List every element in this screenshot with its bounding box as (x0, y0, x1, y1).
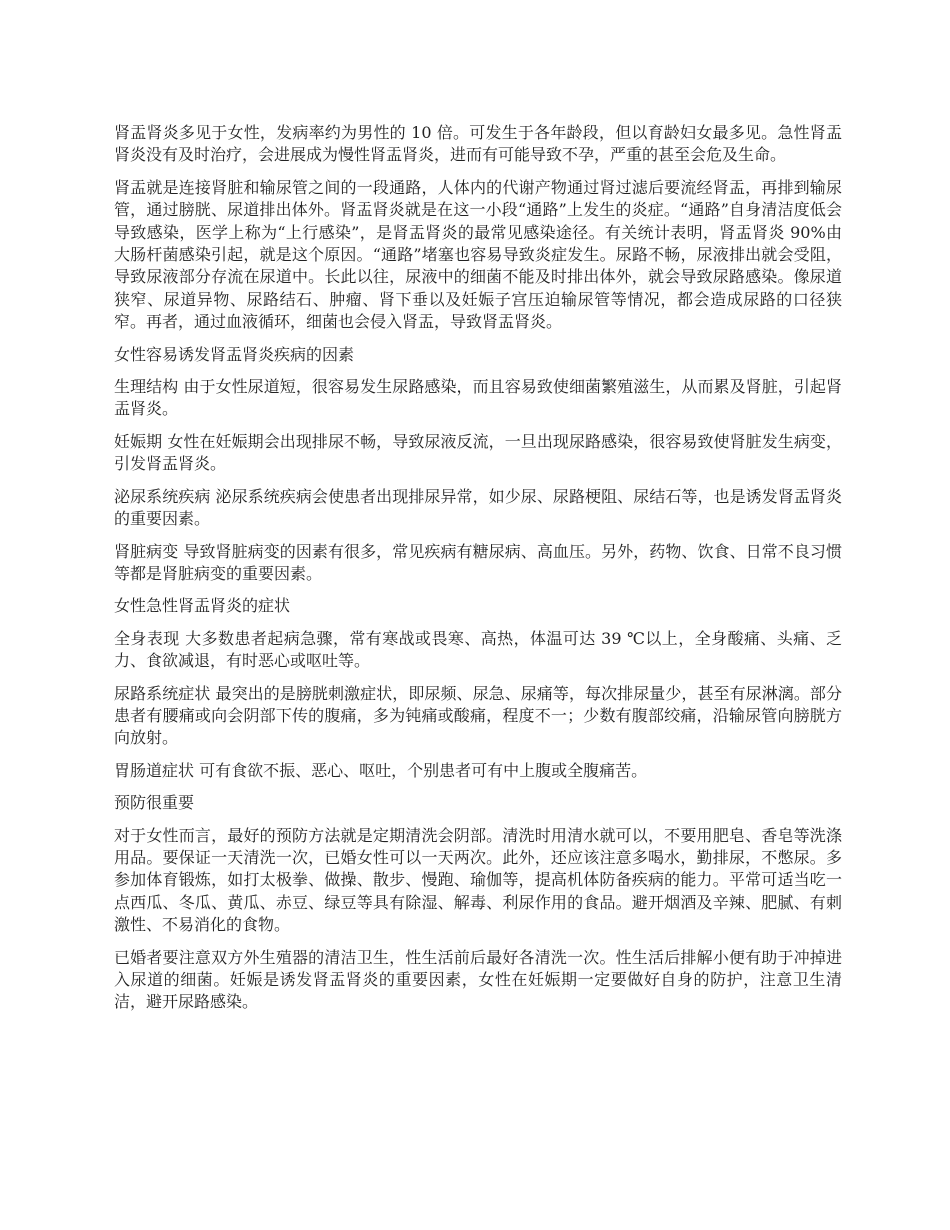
factor-pregnancy: 妊娠期 女性在妊娠期会出现排尿不畅，导致尿液反流，一旦出现尿路感染，很容易致使肾脏发生病变，引发肾盂肾炎。 (114, 431, 842, 474)
factor-physiology: 生理结构 由于女性尿道短，很容易发生尿路感染，而且容易致使细菌繁殖滋生，从而累及肾脏，引起肾盂肾炎。 (114, 377, 842, 419)
section-heading-risk-factors: 女性容易诱发肾盂肾炎疾病的因素 (114, 344, 355, 364)
intro-paragraph: 肾盂肾炎多见于女性，发病率约为男性的 10 倍。可发生于各年龄段，但以育龄妇女最多见。急性肾盂肾炎没有及时治疗，会进展成为慢性肾盂肾炎，进而有可能导致不孕，严重的甚至会危及生命。 (114, 123, 842, 165)
cause-paragraph: 肾盂就是连接肾脏和输尿管之间的一段通路，人体内的代谢产物通过肾过滤后要流经肾盂，再排到输尿管，通过膀胱、尿道排出体外。肾盂肾炎就是在这一小段“通路”上发生的炎症。“通路”自身清洁度低会导致感染，医学上称为“上行感染”，是肾盂肾炎的最常见感染途径。有关统计表明，肾盂肾炎 90%由大肠杆菌感染引起，就是这个原因。“通路”堵塞也容易导致炎症发生。尿路不畅，尿液排出就会受阻，导致尿液部分存流在尿道中。长此以往，尿液中的细菌不能及时排出体外，就会导致尿路感染。像尿道狭窄、尿道异物、尿路结石、肿瘤、肾下垂以及妊娠子宫压迫输尿管等情况，都会造成尿路的口径狭窄。再者，通过血液循环，细菌也会侵入肾盂，导致肾盂肾炎。 (114, 177, 842, 332)
symptom-systemic: 全身表现 大多数患者起病急骤，常有寒战或畏寒、高热，体温可达 39 ℃以上，全身酸痛、头痛、乏力、食欲减退，有时恶心或呕吐等。 (114, 628, 842, 671)
prevention-paragraph-1: 对于女性而言，最好的预防方法就是定期清洗会阴部。清洗时用清水就可以，不要用肥皂、香皂等洗涤用品。要保证一天清洗一次，已婚女性可以一天两次。此外，还应该注意多喝水，勤排尿，不憋尿。多参加体育锻炼，如打太极拳、做操、散步、慢跑、瑜伽等，提高机体防备疾病的能力。平常可适当吃一点西瓜、冬瓜、黄瓜、赤豆、绿豆等具有除湿、解毒、利尿作用的食品。避开烟酒及辛辣、肥腻、有刺激性、不易消化的食物。 (114, 825, 842, 935)
article-body (114, 122, 842, 1024)
section-heading-symptoms: 女性急性肾盂肾炎的症状 (114, 596, 291, 616)
factor-urinary-disease: 泌尿系统疾病 泌尿系统疾病会使患者出现排尿异常，如少尿、尿路梗阻、尿结石等，也是诱发肾盂肾炎的重要因素。 (114, 486, 842, 529)
symptom-gastrointestinal: 胃肠道症状 可有食欲不振、恶心、呕吐，个别患者可有中上腹或全腹痛苦。 (114, 760, 648, 780)
factor-kidney-disease: 肾脏病变 导致肾脏病变的因素有很多，常见疾病有糖尿病、高血压。另外，药物、饮食、日常不良习惯等都是肾脏病变的重要因素。 (114, 541, 842, 583)
section-heading-prevention: 预防很重要 (114, 793, 195, 813)
prevention-paragraph-2: 已婚者要注意双方外生殖器的清洁卫生，性生活前后最好各清洗一次。性生活后排解小便有助于冲掉进入尿道的细菌。妊娠是诱发肾盂肾炎的重要因素，女性在妊娠期一定要做好自身的防护，注意卫生清洁，避开尿路感染。 (114, 947, 842, 1012)
symptom-urinary: 尿路系统症状 最突出的是膀胱刺激症状，即尿频、尿急、尿痛等，每次排尿量少，甚至有尿淋漓。部分患者有腰痛或向会阴部下传的腹痛，多为钝痛或酸痛，程度不一；少数有腹部绞痛，沿输尿管向膀胱方向放射。 (114, 683, 842, 748)
